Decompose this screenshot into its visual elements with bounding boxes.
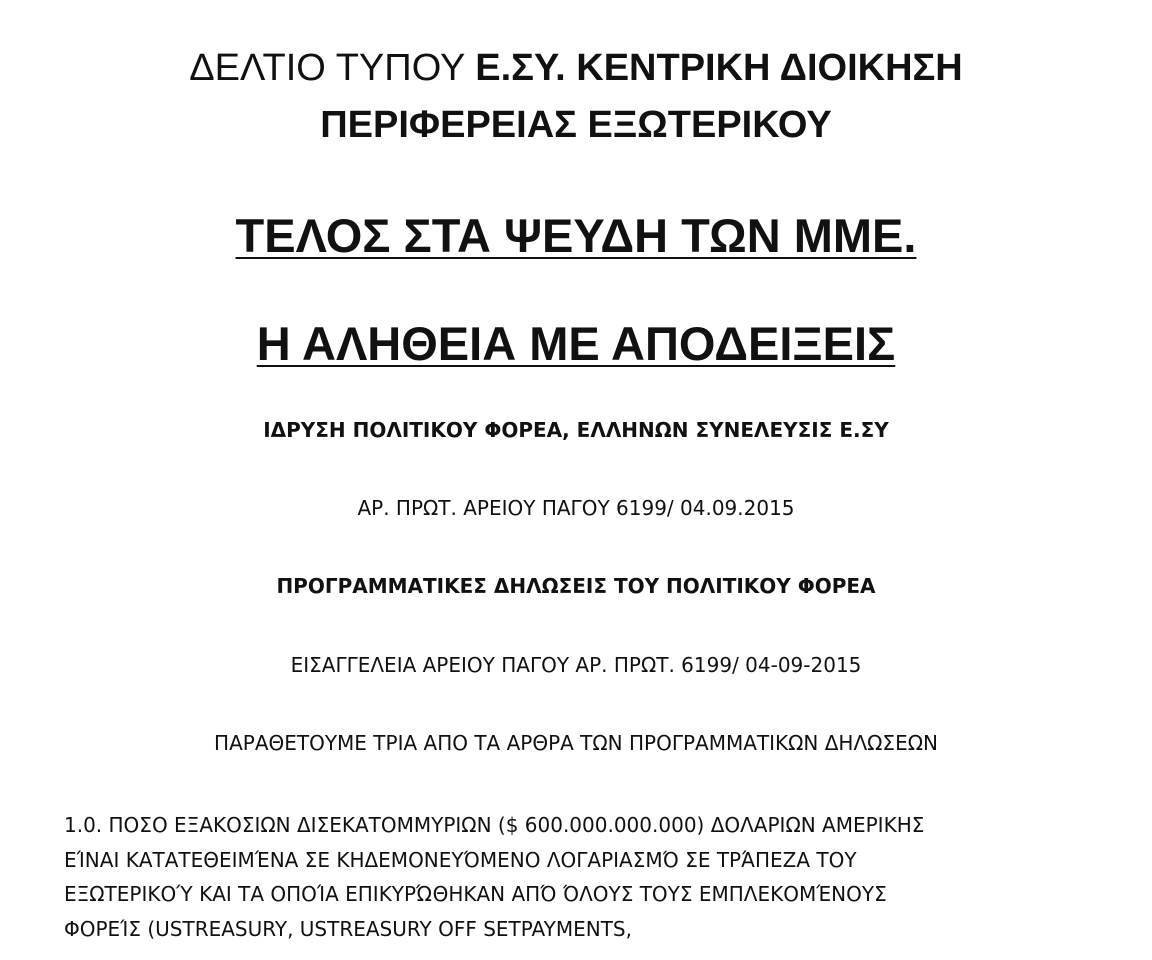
press-release-label: ΔΕΛΤΙΟ ΤΥΠΟΥ — [189, 47, 476, 89]
declarations-heading: ΠΡΟΓΡΑΜΜΑΤΙΚΕΣ ΔΗΛΩΣΕΙΣ ΤΟΥ ΠΟΛΙΤΙΚΟΥ ΦΟΡΕΑ — [276, 574, 876, 598]
intro-text: ΠΑΡΑΘΕΤΟΥΜΕ ΤΡΙΑ ΑΠΟ ΤΑ ΑΡΘΡΑ ΤΩΝ ΠΡΟΓΡΑΜΜΑΤΙΚΩΝ ΔΗΛΩΣΕΩΝ — [214, 731, 938, 755]
protocol-number: ΑΡ. ΠΡΩΤ. ΑΡΕΙΟΥ ΠΑΓΟΥ 6199/ 04.09.2015 — [357, 496, 795, 520]
body-line: ΕΞΩΤΕΡΙΚΟΎ ΚΑΙ ΤΑ ΟΠΟΊΑ ΕΠΙΚΥΡΏΘΗΚΑΝ ΑΠΌ ΌΛΟΥΣ ΤΟΥΣ ΕΜΠΛΕΚΟΜΈΝΟΥΣ — [64, 882, 887, 906]
main-title-text: ΤΕΛΟΣ ΣΤΑ ΨΕΥΔΗ ΤΩΝ ΜΜΕ. — [235, 209, 917, 262]
secondary-title — [0, 316, 1152, 372]
body-line: 1.0. ΠΟΣΟ ΕΞΑΚΟΣΙΩΝ ΔΙΣΕΚΑΤΟΜΜΥΡΙΩΝ ($ 600.000.000.000) ΔΟΛΑΡΙΩΝ ΑΜΕΡΙΚΗΣ — [64, 813, 925, 837]
article-body — [64, 808, 1104, 946]
main-title — [0, 208, 1152, 264]
secondary-title-text: Η ΑΛΗΘΕΙΑ ΜΕ ΑΠΟΔΕΙΞΕΙΣ — [256, 317, 896, 370]
press-release-header-line2: ΠΕΡΙΦΕΡΕΙΑΣ ΕΞΩΤΕΡΙΚΟΥ — [320, 104, 832, 146]
press-release-header-line1 — [0, 46, 1152, 90]
organization-name: Ε.ΣΥ. ΚΕΝΤΡΙΚΗ ΔΙΟΙΚΗΣΗ — [475, 47, 963, 89]
prosecutor-reference: ΕΙΣΑΓΓΕΛΕΙΑ ΑΡΕΙΟΥ ΠΑΓΟΥ ΑΡ. ΠΡΩΤ. 6199/ 04-09-2015 — [290, 653, 862, 677]
body-line: ΕΊΝΑΙ ΚΑΤΑΤΕΘΕΙΜΈΝΑ ΣΕ ΚΗΔΕΜΟΝΕΥΌΜΕΝΟ ΛΟΓΑΡΙΑΣΜΌ ΣΕ ΤΡΆΠΕΖΑ ΤΟΥ — [64, 847, 857, 872]
founding-heading: ΙΔΡΥΣΗ ΠΟΛΙΤΙΚΟΥ ΦΟΡΕΑ, ΕΛΛΗΝΩΝ ΣΥΝΕΛΕΥΣΙΣ Ε.ΣΥ — [263, 418, 889, 442]
body-line: ΦΟΡΕΊΣ (USTREASURY, USTREASURY OFF SETPAYMENTS, — [64, 916, 632, 941]
